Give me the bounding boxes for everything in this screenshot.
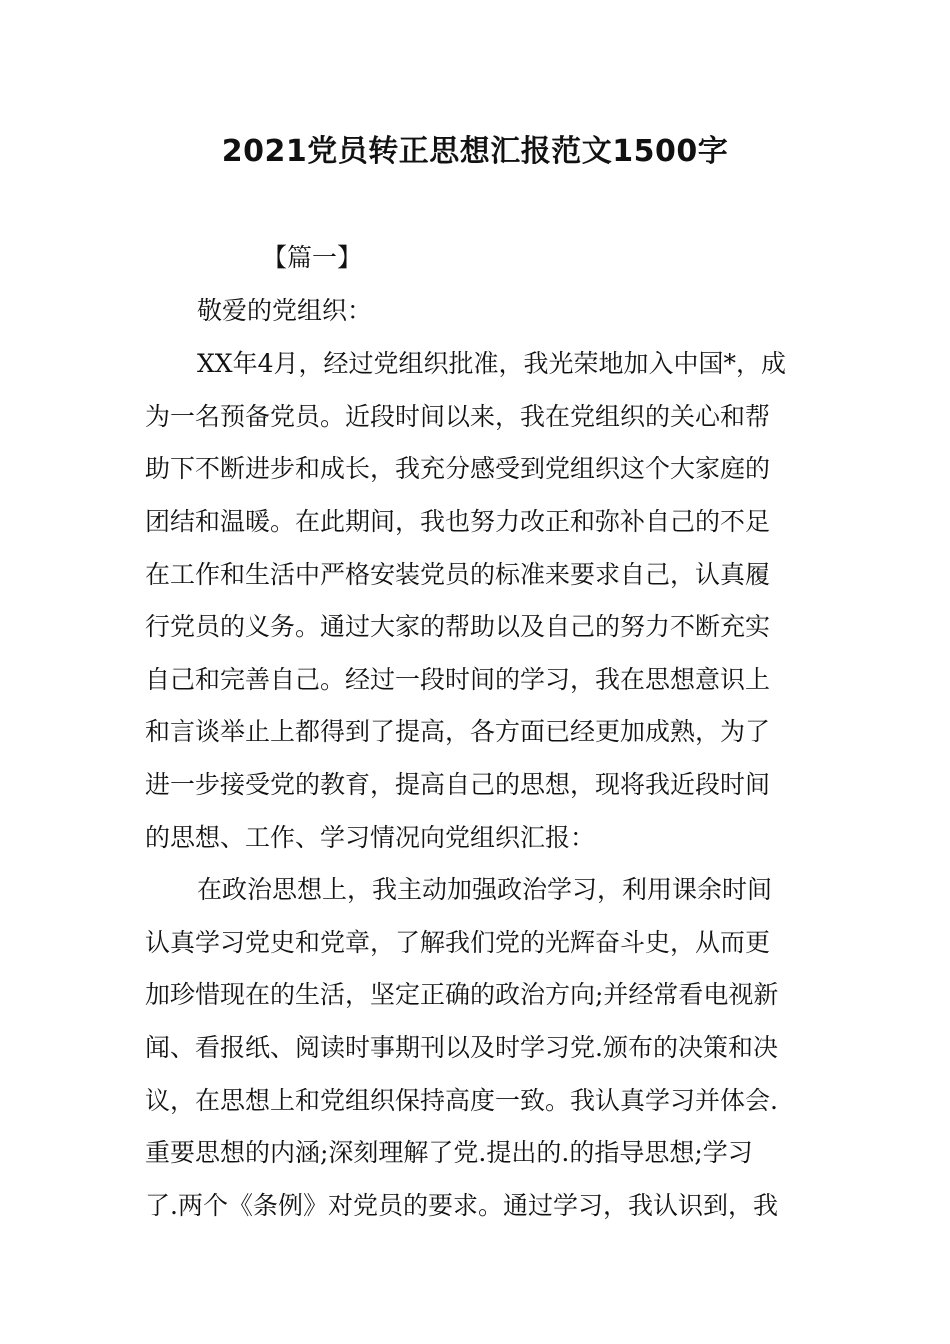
salutation: 敬爱的党组织： [197,296,373,325]
paragraph-line: 加珍惜现在的生活，坚定正确的政治方向;并经常看电视新 [145,980,779,1009]
document-title: 2021党员转正思想汇报范文1500字 [221,134,729,169]
paragraph-line: 的思想、工作、学习情况向党组织汇报： [145,823,596,852]
paragraph-line: 团结和温暖。在此期间，我也努力改正和弥补自己的不足 [145,507,771,536]
paragraph-line: 认真学习党史和党章，了解我们党的光辉奋斗史，从而更 [145,928,771,957]
paragraph-line: 闻、看报纸、阅读时事期刊以及时学习党.颁布的决策和决 [145,1033,778,1062]
paragraph-line: 行党员的义务。通过大家的帮助以及自己的努力不断充实 [145,612,771,641]
paragraph-line: 议，在思想上和党组织保持高度一致。我认真学习并体会. [145,1086,778,1115]
paragraph-line: 自己和完善自己。经过一段时间的学习，我在思想意识上 [145,665,771,694]
paragraph-line: 进一步接受党的教育，提高自己的思想，现将我近段时间 [145,770,771,799]
paragraph-line: 在政治思想上，我主动加强政治学习，利用课余时间 [197,875,773,904]
section-heading: 【篇一】 [262,243,363,272]
paragraph-line: XX年4月，经过党组织批准，我光荣地加入中国*，成 [197,349,787,378]
paragraph-line: 为一名预备党员。近段时间以来，我在党组织的关心和帮 [145,402,771,431]
paragraph-line: 了.两个《条例》对党员的要求。通过学习，我认识到，我 [145,1191,778,1220]
paragraph-line: 助下不断进步和成长，我充分感受到党组织这个大家庭的 [145,454,771,483]
paragraph-line: 重要思想的内涵;深刻理解了党.提出的.的指导思想;学习 [145,1138,753,1167]
paragraph-line: 在工作和生活中严格安装党员的标准来要求自己，认真履 [145,560,771,589]
paragraph-line: 和言谈举止上都得到了提高，各方面已经更加成熟，为了 [145,717,771,746]
